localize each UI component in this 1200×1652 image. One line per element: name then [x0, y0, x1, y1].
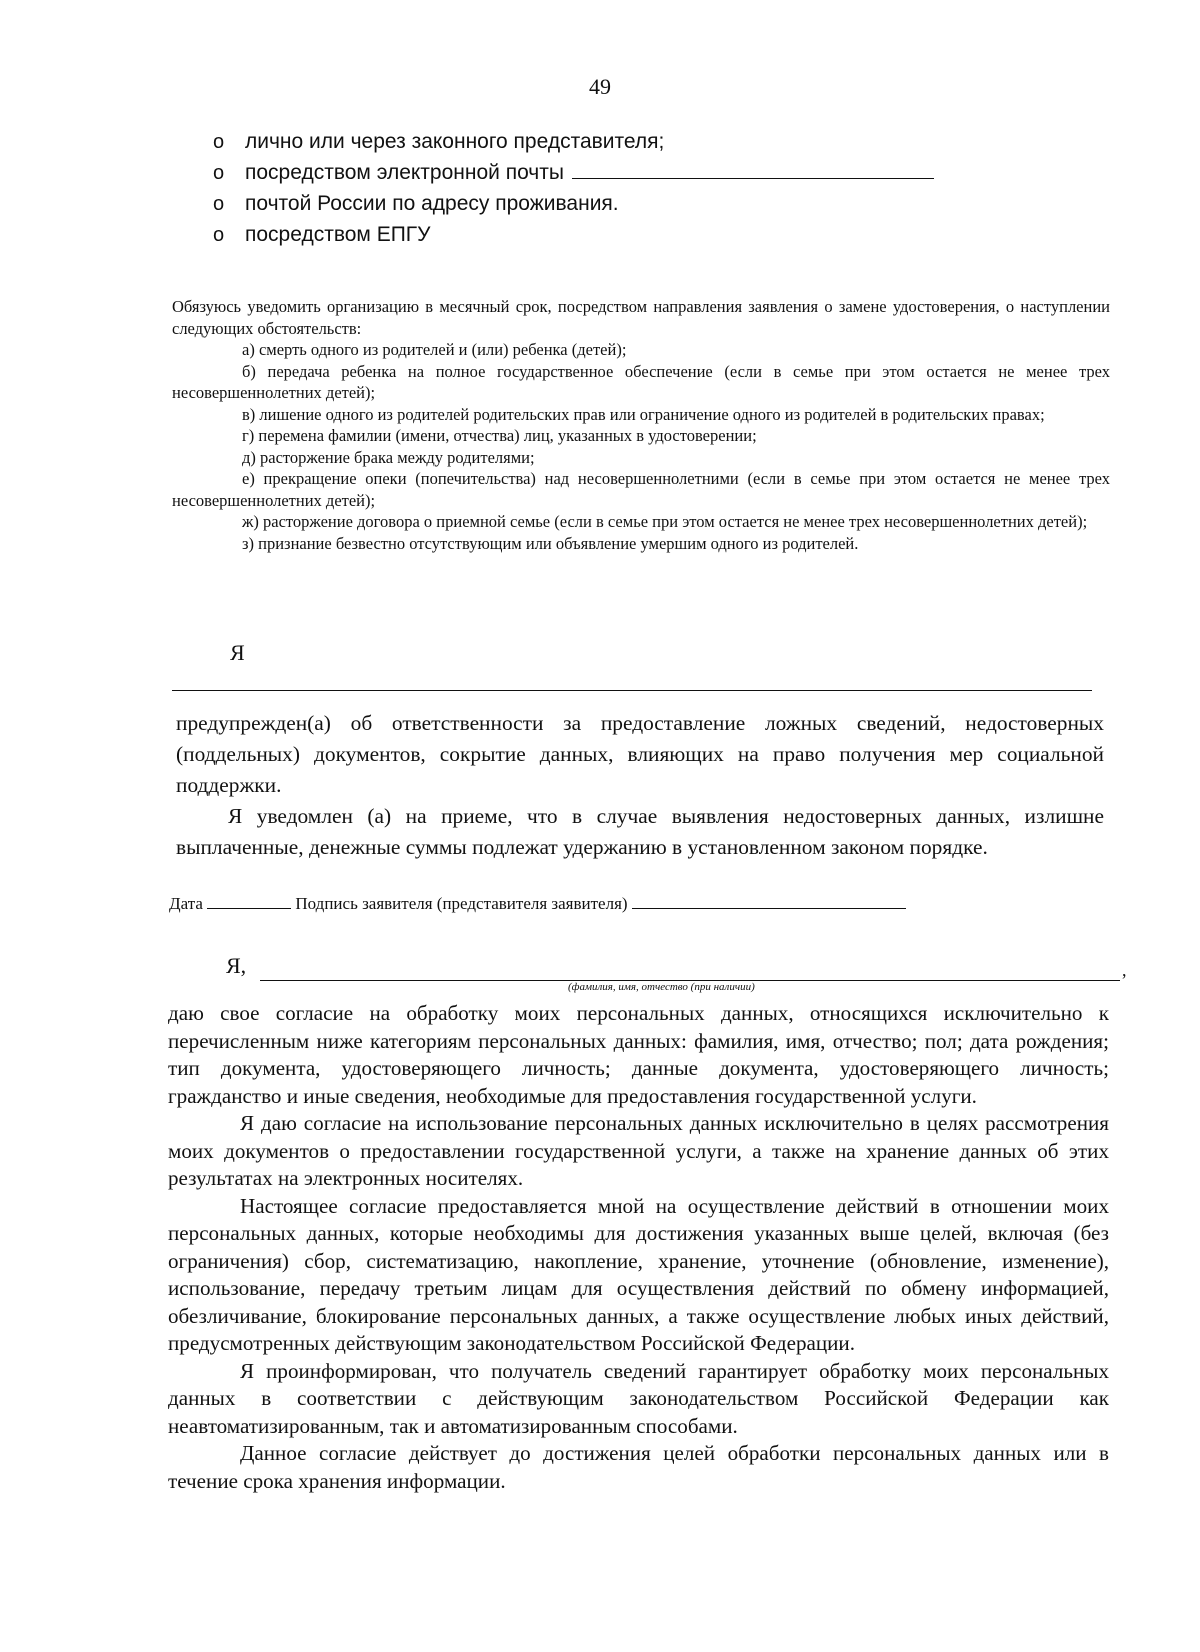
consent-paragraph: даю свое согласие на обработку моих персональных данных, относящихся исключительно к перечисленным ниже категориям персональных данных: фамилия, имя, отчество; пол; дата рождения; тип документа, удостоверяющего личность; данные документа, удостоверяющего личность; гражданство и иные сведения, необходимые для предоставления государственной услуги. — [168, 1001, 1109, 1108]
obligation-item: д) расторжение брака между родителями; — [242, 447, 535, 467]
circle-bullet-icon: o — [213, 224, 225, 246]
name-blank-line[interactable] — [172, 690, 1092, 691]
delivery-option — [213, 126, 934, 157]
signature-row — [169, 894, 906, 914]
date-label: Дата — [169, 894, 203, 913]
delivery-option-label: лично или через законного представителя; — [245, 130, 665, 153]
delivery-option — [213, 157, 934, 188]
obligation-intro: Обязуюсь уведомить организацию в месячный срок, посредством направления заявления о замене удостоверения, о наступлении следующих обстоятельств: — [172, 297, 1110, 338]
obligation-item: б) передача ребенка на полное государственное обеспечение (если в семье при этом остается не менее трех несовершеннолетних детей); — [172, 361, 1110, 402]
overpayment-notice: Я уведомлен (а) на приеме, что в случае выявления недостоверных данных, излишне выплаченные, денежные суммы подлежат удержанию в установленном законом порядке. — [176, 804, 1104, 859]
delivery-option — [213, 219, 934, 250]
delivery-option-label: посредством электронной почты — [245, 161, 564, 184]
email-blank-line[interactable] — [572, 158, 934, 179]
delivery-option — [213, 188, 934, 219]
warning-ya-label: Я — [230, 640, 245, 665]
warning-section — [176, 708, 1104, 863]
delivery-options-list — [213, 126, 934, 250]
consent-paragraph: Я проинформирован, что получатель сведений гарантирует обработку моих персональных данных в соответствии с действующим законодательством Российской Федерации как неавтоматизированным, так и автоматизированным способами. — [168, 1358, 1109, 1438]
page-number: 49 — [589, 74, 611, 99]
date-field[interactable] — [207, 894, 291, 909]
consent-section — [168, 1000, 1109, 1495]
obligation-item: в) лишение одного из родителей родительских прав или ограничение одного из родителей в родительских правах; — [242, 404, 1045, 424]
obligation-item: е) прекращение опеки (попечительства) над несовершеннолетними (если в семье при этом остается не менее трех несовершеннолетних детей); — [172, 469, 1110, 510]
responsibility-warning: предупрежден(а) об ответственности за предоставление ложных сведений, недостоверных (поддельных) документов, сокрытие данных, влияющих на право получения мер социальной поддержки. — [176, 711, 1104, 797]
obligation-section — [172, 296, 1110, 554]
circle-bullet-icon: o — [213, 193, 225, 215]
fio-caption: (фамилия, имя, отчество (при наличии) — [568, 981, 755, 993]
consent-paragraph: Настоящее согласие предоставляется мной на осуществление действий в отношении моих персональных данных, которые необходимы для достижения указанных выше целей, включая (без ограничения) сбор, систематизацию, накопление, хранение, уточнение (обновление, изменение), использование, передачу третьим лицам для осуществления действий по обмену информацией, обезличивание, блокирование персональных данных, а также осуществление любых иных действий, предусмотренных действующим законодательством Российской Федерации. — [168, 1193, 1109, 1355]
fio-trailing-comma: , — [1122, 960, 1127, 980]
signature-label: Подпись заявителя (представителя заявителя) — [295, 894, 628, 913]
consent-paragraph: Данное согласие действует до достижения целей обработки персональных данных или в течение срока хранения информации. — [168, 1441, 1109, 1493]
obligation-item: г) перемена фамилии (имени, отчества) лиц, указанных в удостоверении; — [242, 426, 757, 445]
obligation-item: а) смерть одного из родителей и (или) ребенка (детей); — [242, 340, 627, 359]
obligation-item: з) признание безвестно отсутствующим или объявление умершим одного из родителей. — [242, 533, 859, 553]
consent-ya-label: Я, — [226, 953, 247, 978]
obligation-item: ж) расторжение договора о приемной семье (если в семье при этом остается не менее трех несовершеннолетних детей); — [242, 512, 1088, 531]
circle-bullet-icon: o — [213, 131, 225, 153]
delivery-option-label: посредством ЕПГУ — [245, 223, 431, 246]
consent-paragraph: Я даю согласие на использование персональных данных исключительно в целях рассмотрения моих документов о предоставлении государственной услуги, а также на хранение данных об этих результатах на электронных носителях. — [168, 1111, 1109, 1190]
delivery-option-label: почтой России по адресу проживания. — [245, 192, 619, 215]
circle-bullet-icon: o — [213, 162, 225, 184]
signature-field[interactable] — [632, 894, 906, 909]
